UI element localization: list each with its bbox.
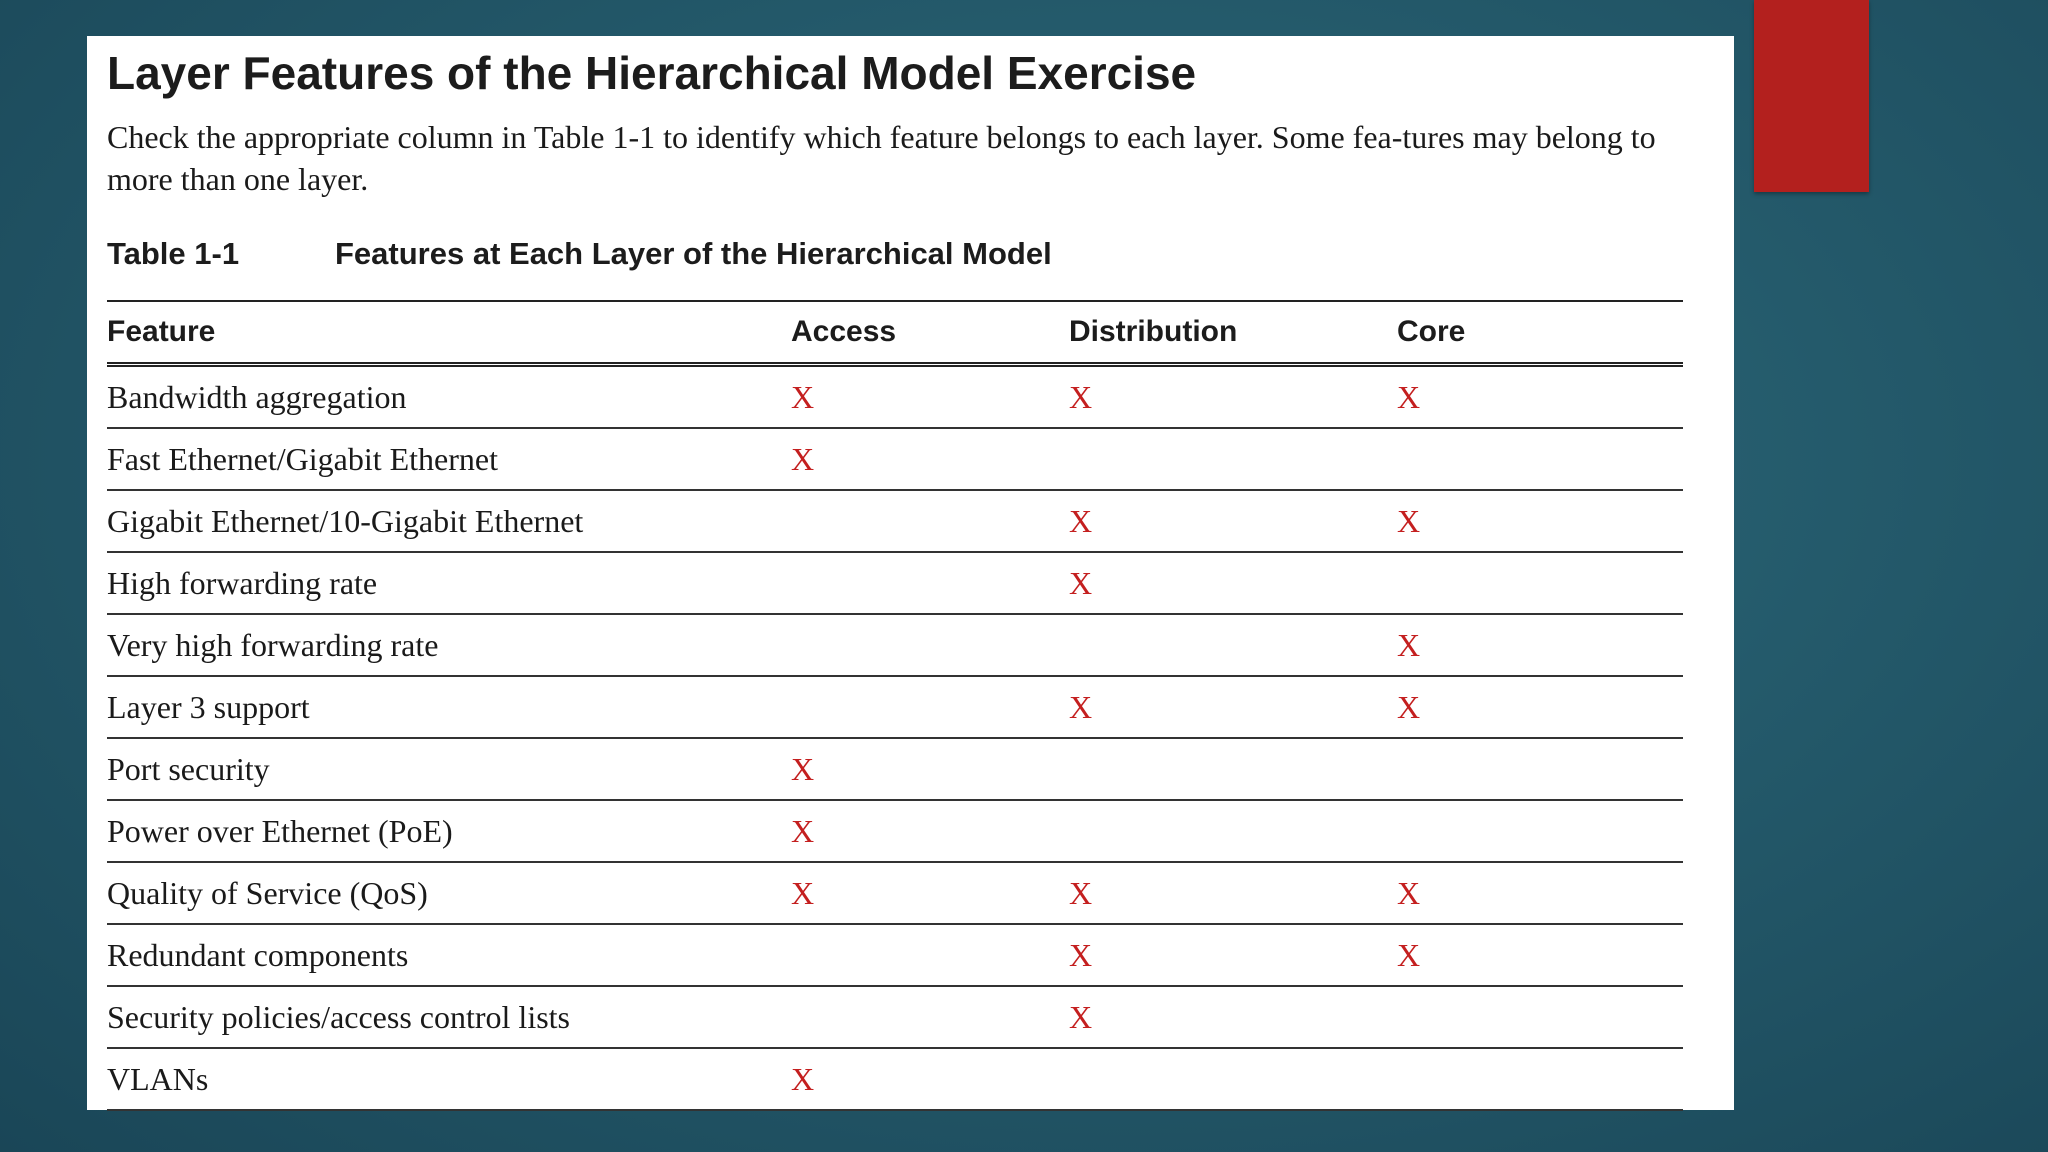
feature-cell: Bandwidth aggregation (107, 365, 791, 429)
distribution-mark-cell (1069, 490, 1397, 552)
table-row (107, 614, 1683, 676)
access-mark-cell (791, 862, 1069, 924)
feature-cell: Fast Ethernet/Gigabit Ethernet (107, 428, 791, 490)
access-mark-cell (791, 676, 1069, 738)
core-mark-cell (1397, 552, 1683, 614)
core-mark-cell (1397, 738, 1683, 800)
core-mark-cell (1397, 490, 1683, 552)
check-mark: X (1069, 564, 1093, 601)
distribution-mark-cell (1069, 738, 1397, 800)
access-mark-cell (791, 986, 1069, 1048)
table-number: Table 1-1 (107, 236, 240, 271)
column-header-core: Core (1397, 301, 1683, 365)
table-row (107, 676, 1683, 738)
core-mark-cell (1397, 676, 1683, 738)
check-mark: X (1397, 378, 1421, 415)
feature-cell: Very high forwarding rate (107, 614, 791, 676)
core-mark-cell (1397, 862, 1683, 924)
distribution-mark-cell (1069, 552, 1397, 614)
feature-cell: Redundant components (107, 924, 791, 986)
access-mark-cell (791, 1048, 1069, 1110)
distribution-mark-cell (1069, 800, 1397, 862)
table-row (107, 552, 1683, 614)
check-mark: X (1069, 936, 1093, 973)
distribution-mark-cell (1069, 365, 1397, 429)
check-mark: X (1397, 936, 1421, 973)
table-row (107, 490, 1683, 552)
check-mark: X (1069, 998, 1093, 1035)
table-caption: Features at Each Layer of the Hierarchical Model (335, 236, 1052, 271)
distribution-mark-cell (1069, 986, 1397, 1048)
check-mark: X (1397, 874, 1421, 911)
check-mark: X (791, 750, 815, 787)
access-mark-cell (791, 428, 1069, 490)
check-mark: X (1069, 874, 1093, 911)
core-mark-cell (1397, 924, 1683, 986)
distribution-mark-cell (1069, 924, 1397, 986)
instruction-text: Check the appropriate column in Table 1-1 to identify which feature belongs to each layer. Some fea-tures may belong to more than one layer. (107, 119, 1656, 197)
table-row (107, 428, 1683, 490)
check-mark: X (791, 378, 815, 415)
access-mark-cell (791, 800, 1069, 862)
features-table-container (107, 300, 1683, 1111)
feature-cell: High forwarding rate (107, 552, 791, 614)
check-mark: X (1397, 688, 1421, 725)
feature-cell: Layer 3 support (107, 676, 791, 738)
feature-cell: VLANs (107, 1048, 791, 1110)
table-row (107, 862, 1683, 924)
distribution-mark-cell (1069, 1048, 1397, 1110)
core-mark-cell (1397, 614, 1683, 676)
core-mark-cell (1397, 986, 1683, 1048)
table-row (107, 738, 1683, 800)
check-mark: X (1069, 688, 1093, 725)
feature-cell: Security policies/access control lists (107, 986, 791, 1048)
check-mark: X (791, 1060, 815, 1097)
table-row (107, 1048, 1683, 1110)
access-mark-cell (791, 552, 1069, 614)
distribution-mark-cell (1069, 614, 1397, 676)
document-page (87, 36, 1734, 1110)
page-title: Layer Features of the Hierarchical Model Exercise (107, 47, 1197, 99)
access-mark-cell (791, 365, 1069, 429)
distribution-mark-cell (1069, 862, 1397, 924)
check-mark: X (1397, 626, 1421, 663)
table-row (107, 986, 1683, 1048)
feature-cell: Gigabit Ethernet/10-Gigabit Ethernet (107, 490, 791, 552)
core-mark-cell (1397, 800, 1683, 862)
accent-bar (1754, 0, 1869, 192)
table-row (107, 365, 1683, 429)
feature-cell: Power over Ethernet (PoE) (107, 800, 791, 862)
table-row (107, 924, 1683, 986)
check-mark: X (1397, 502, 1421, 539)
check-mark: X (1069, 502, 1093, 539)
table-header-row (107, 301, 1683, 365)
column-header-feature: Feature (107, 301, 791, 365)
column-header-distribution: Distribution (1069, 301, 1397, 365)
column-header-access: Access (791, 301, 1069, 365)
feature-cell: Quality of Service (QoS) (107, 862, 791, 924)
check-mark: X (791, 812, 815, 849)
access-mark-cell (791, 924, 1069, 986)
core-mark-cell (1397, 365, 1683, 429)
core-mark-cell (1397, 428, 1683, 490)
distribution-mark-cell (1069, 676, 1397, 738)
feature-cell: Port security (107, 738, 791, 800)
core-mark-cell (1397, 1048, 1683, 1110)
check-mark: X (791, 440, 815, 477)
access-mark-cell (791, 738, 1069, 800)
distribution-mark-cell (1069, 428, 1397, 490)
table-body (107, 365, 1683, 1111)
features-table (107, 300, 1683, 1111)
access-mark-cell (791, 490, 1069, 552)
table-row (107, 800, 1683, 862)
check-mark: X (1069, 378, 1093, 415)
check-mark: X (791, 874, 815, 911)
access-mark-cell (791, 614, 1069, 676)
